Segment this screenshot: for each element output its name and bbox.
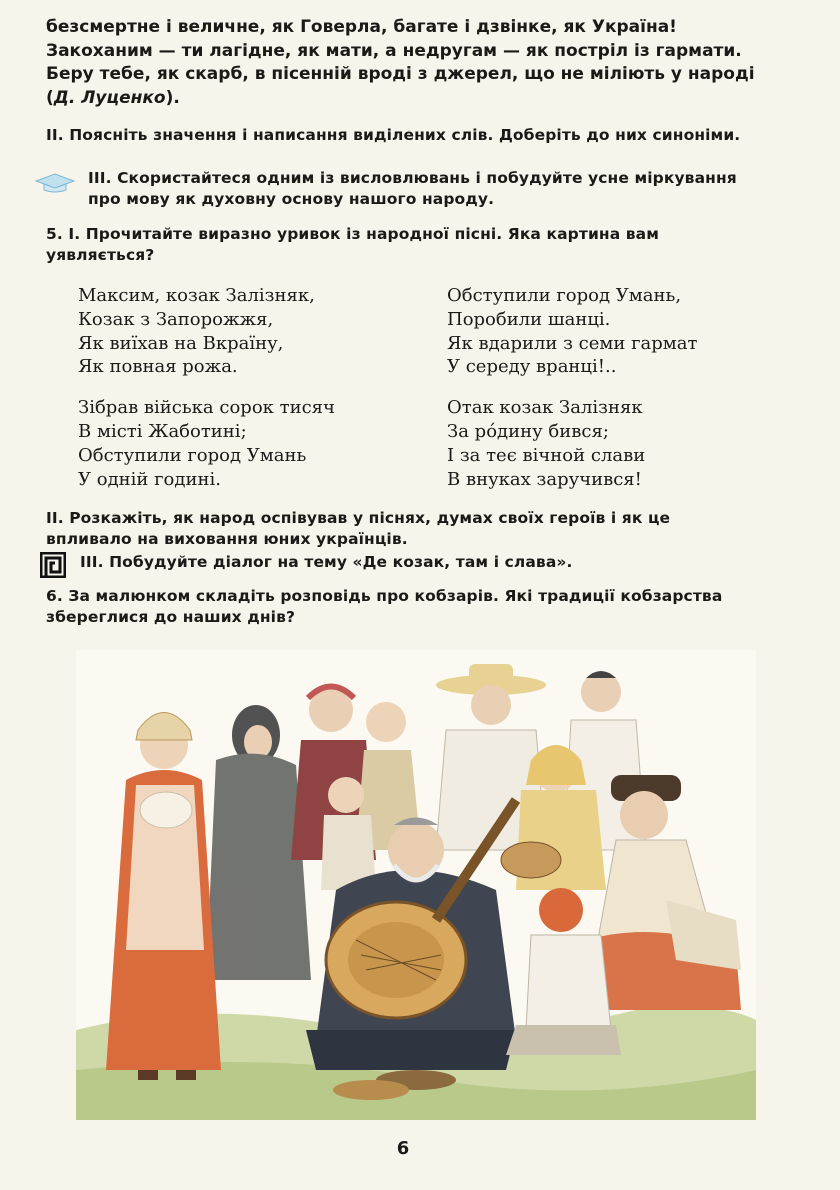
poem-line: За ро́дину бився;: [447, 420, 609, 442]
poem-stanza: [78, 284, 335, 379]
task-explain-words: II. Поясніть значення і написання виділених слів. Доберіть до них синоніми.: [46, 126, 741, 144]
graduation-cap-icon: [34, 172, 76, 198]
poem-right-column: [447, 284, 698, 508]
highlighted-word: Закоханим: [46, 40, 153, 61]
task-read-song: 5. I. Прочитайте виразно уривок із народної пісні. Яка картина вам уявляється?: [46, 225, 660, 264]
poem-line: Отак козак Залізняк: [447, 397, 643, 419]
task-kobzars: 6. За малюнком складіть розповідь про кобзарів. Які традиції кобзарства збереглися до наших днів?: [46, 587, 723, 626]
kobzar-illustration: [76, 650, 756, 1120]
poem-line: В місті Жаботині;: [78, 420, 247, 442]
poem-line: У середу вранці!..: [447, 356, 617, 378]
task-dialogue: III. Побудуйте діалог на тему «Де козак, там і слава».: [80, 553, 573, 571]
intro-paragraph: безсмертне і величне, як Говерла, багате і дзвінке, як Україна! Закоханим — ти лагідне, як мати, а недругам — як постріл із гармати. Беру тебе, як скарб, в пісенній вроді з джерел, що не міліють у народі (Д. Луценко).: [46, 17, 755, 108]
poem-stanza: [447, 284, 698, 379]
poem-line: Зібрав війська сорок тисяч: [78, 397, 335, 419]
poem-line: І за теє вічной слави: [447, 444, 646, 466]
page-number: 6: [396, 1138, 410, 1159]
poem-line: Обступили город Умань: [78, 444, 307, 466]
poem-line: Козак з Запорожжя,: [78, 308, 274, 330]
poem-line: Як вдарили з семи гармат: [447, 332, 698, 354]
highlighted-word: безсмертне: [46, 17, 161, 37]
poem-line: У одній годині.: [78, 468, 221, 490]
spiral-dialogue-icon: [40, 552, 66, 582]
author-name: Д. Луценко: [53, 87, 166, 108]
poem-line: Поробили шанці.: [447, 308, 611, 330]
poem-line: Максим, козак Залізняк,: [78, 285, 315, 306]
poem-stanza: [447, 396, 698, 491]
highlighted-word: недругам: [402, 40, 498, 61]
poem-line: Як повная рожа.: [78, 356, 238, 378]
poem-stanza: [78, 396, 335, 491]
poem-line: Як виїхав на Вкраїну,: [78, 332, 284, 354]
task-tell-heroes: II. Розкажіть, як народ оспівував у піснях, думах своїх героїв і як це впливало на виховання юних українців.: [46, 509, 671, 548]
poem-line: В внуках заручився!: [447, 468, 642, 490]
poem-left-column: [78, 284, 335, 508]
poem-line: Обступили город Умань,: [447, 285, 682, 306]
task-reasoning: III. Скористайтеся одним із висловлювань і побудуйте усне міркування про мову як духовну основу нашого народу.: [88, 169, 737, 208]
